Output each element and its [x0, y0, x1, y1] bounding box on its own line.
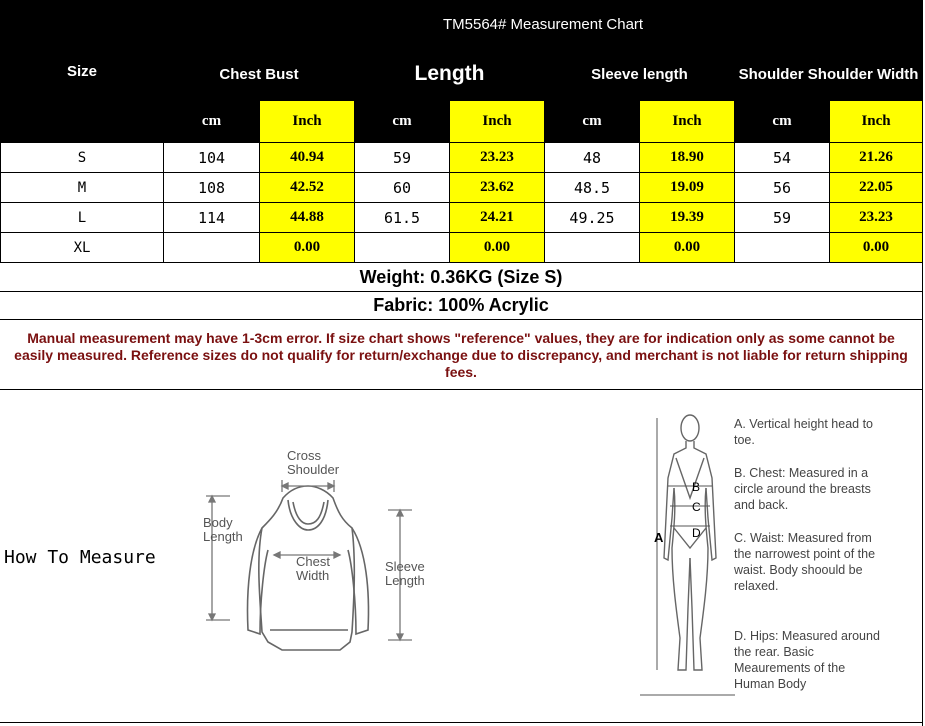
note-d: D. Hips: Measured around the rear. Basic Meaurements of the Human Body	[734, 629, 880, 691]
unit-cm: cm	[355, 101, 450, 143]
table-row	[1, 173, 923, 203]
table-row	[1, 203, 923, 233]
length-inch-cell: 23.23	[450, 143, 545, 173]
chest-cm-cell: 104	[164, 143, 260, 173]
shoulder-inch-cell: 22.05	[830, 173, 923, 203]
shoulder-inch-cell: 0.00	[830, 233, 923, 263]
letter-d: D	[692, 526, 701, 540]
sleeve-header: Sleeve length	[545, 48, 735, 101]
sleeve-inch-cell: 19.39	[640, 203, 735, 233]
length-cm-cell: 59	[355, 143, 450, 173]
divider	[0, 389, 922, 390]
sleeve-length-label: Sleeve Length	[385, 559, 425, 588]
chart-title: TM5564# Measurement Chart	[164, 1, 923, 48]
unit-inch: Inch	[260, 101, 355, 143]
divider	[922, 0, 923, 726]
fabric-info: Fabric: 100% Acrylic	[0, 292, 922, 320]
chest-cm-cell: 108	[164, 173, 260, 203]
weight-info: Weight: 0.36KG (Size S)	[0, 263, 922, 292]
chest-inch-cell: 40.94	[260, 143, 355, 173]
shoulder-cm-cell: 54	[735, 143, 830, 173]
unit-cm: cm	[164, 101, 260, 143]
shoulder-header: Shoulder Shoulder Width	[735, 48, 923, 101]
table-row	[1, 233, 923, 263]
shoulder-cm-cell: 56	[735, 173, 830, 203]
sleeve-inch-cell: 0.00	[640, 233, 735, 263]
length-inch-cell: 0.00	[450, 233, 545, 263]
chest-inch-cell: 44.88	[260, 203, 355, 233]
letter-b: B	[692, 480, 701, 494]
sleeve-cm-cell	[545, 233, 640, 263]
shoulder-inch-cell: 21.26	[830, 143, 923, 173]
chest-cm-cell	[164, 233, 260, 263]
sleeve-inch-cell: 19.09	[640, 173, 735, 203]
body-length-label: Body Length	[203, 515, 243, 544]
size-header: Size	[1, 1, 164, 143]
note-c: C. Waist: Measured from the narrowest point of the waist. Body shoould be relaxed.	[734, 531, 876, 593]
size-cell: L	[1, 203, 164, 233]
length-inch-cell: 23.62	[450, 173, 545, 203]
size-cell: S	[1, 143, 164, 173]
sleeve-cm-cell: 49.25	[545, 203, 640, 233]
chest-header: Chest Bust	[164, 48, 355, 101]
length-inch-cell: 24.21	[450, 203, 545, 233]
note-a: A. Vertical height head to toe.	[734, 417, 873, 447]
size-cell: M	[1, 173, 164, 203]
size-cell: XL	[1, 233, 164, 263]
unit-inch: Inch	[450, 101, 545, 143]
sleeve-inch-cell: 18.90	[640, 143, 735, 173]
shoulder-inch-cell: 23.23	[830, 203, 923, 233]
length-cm-cell: 61.5	[355, 203, 450, 233]
shoulder-cm-cell: 59	[735, 203, 830, 233]
shoulder-cm-cell	[735, 233, 830, 263]
letter-a: A	[654, 530, 664, 545]
body-figure	[640, 408, 735, 698]
unit-inch: Inch	[830, 101, 923, 143]
unit-cm: cm	[545, 101, 640, 143]
sleeve-cm-cell: 48	[545, 143, 640, 173]
length-cm-cell	[355, 233, 450, 263]
sleeve-cm-cell: 48.5	[545, 173, 640, 203]
length-cm-cell: 60	[355, 173, 450, 203]
note-b: B. Chest: Measured in a circle around the breasts and back.	[734, 466, 871, 512]
table-row	[1, 143, 923, 173]
how-to-measure-label: How To Measure	[4, 547, 156, 568]
length-header: Length	[355, 48, 545, 101]
measurement-table	[0, 0, 923, 263]
measurement-notice: Manual measurement may have 1-3cm error. If size chart shows "reference" values, they are for indication only as some cannot be easily measured. Reference sizes do not qualify for return/exchange due to discrepancy, and merchant is not liable for return shipping fees.	[14, 330, 908, 380]
chest-cm-cell: 114	[164, 203, 260, 233]
divider	[0, 722, 923, 723]
chest-width-label: Chest Width	[296, 554, 330, 583]
unit-inch: Inch	[640, 101, 735, 143]
chest-inch-cell: 42.52	[260, 173, 355, 203]
chest-inch-cell: 0.00	[260, 233, 355, 263]
unit-cm: cm	[735, 101, 830, 143]
cross-shoulder-label: Cross Shoulder	[287, 448, 340, 477]
letter-c: C	[692, 500, 701, 514]
